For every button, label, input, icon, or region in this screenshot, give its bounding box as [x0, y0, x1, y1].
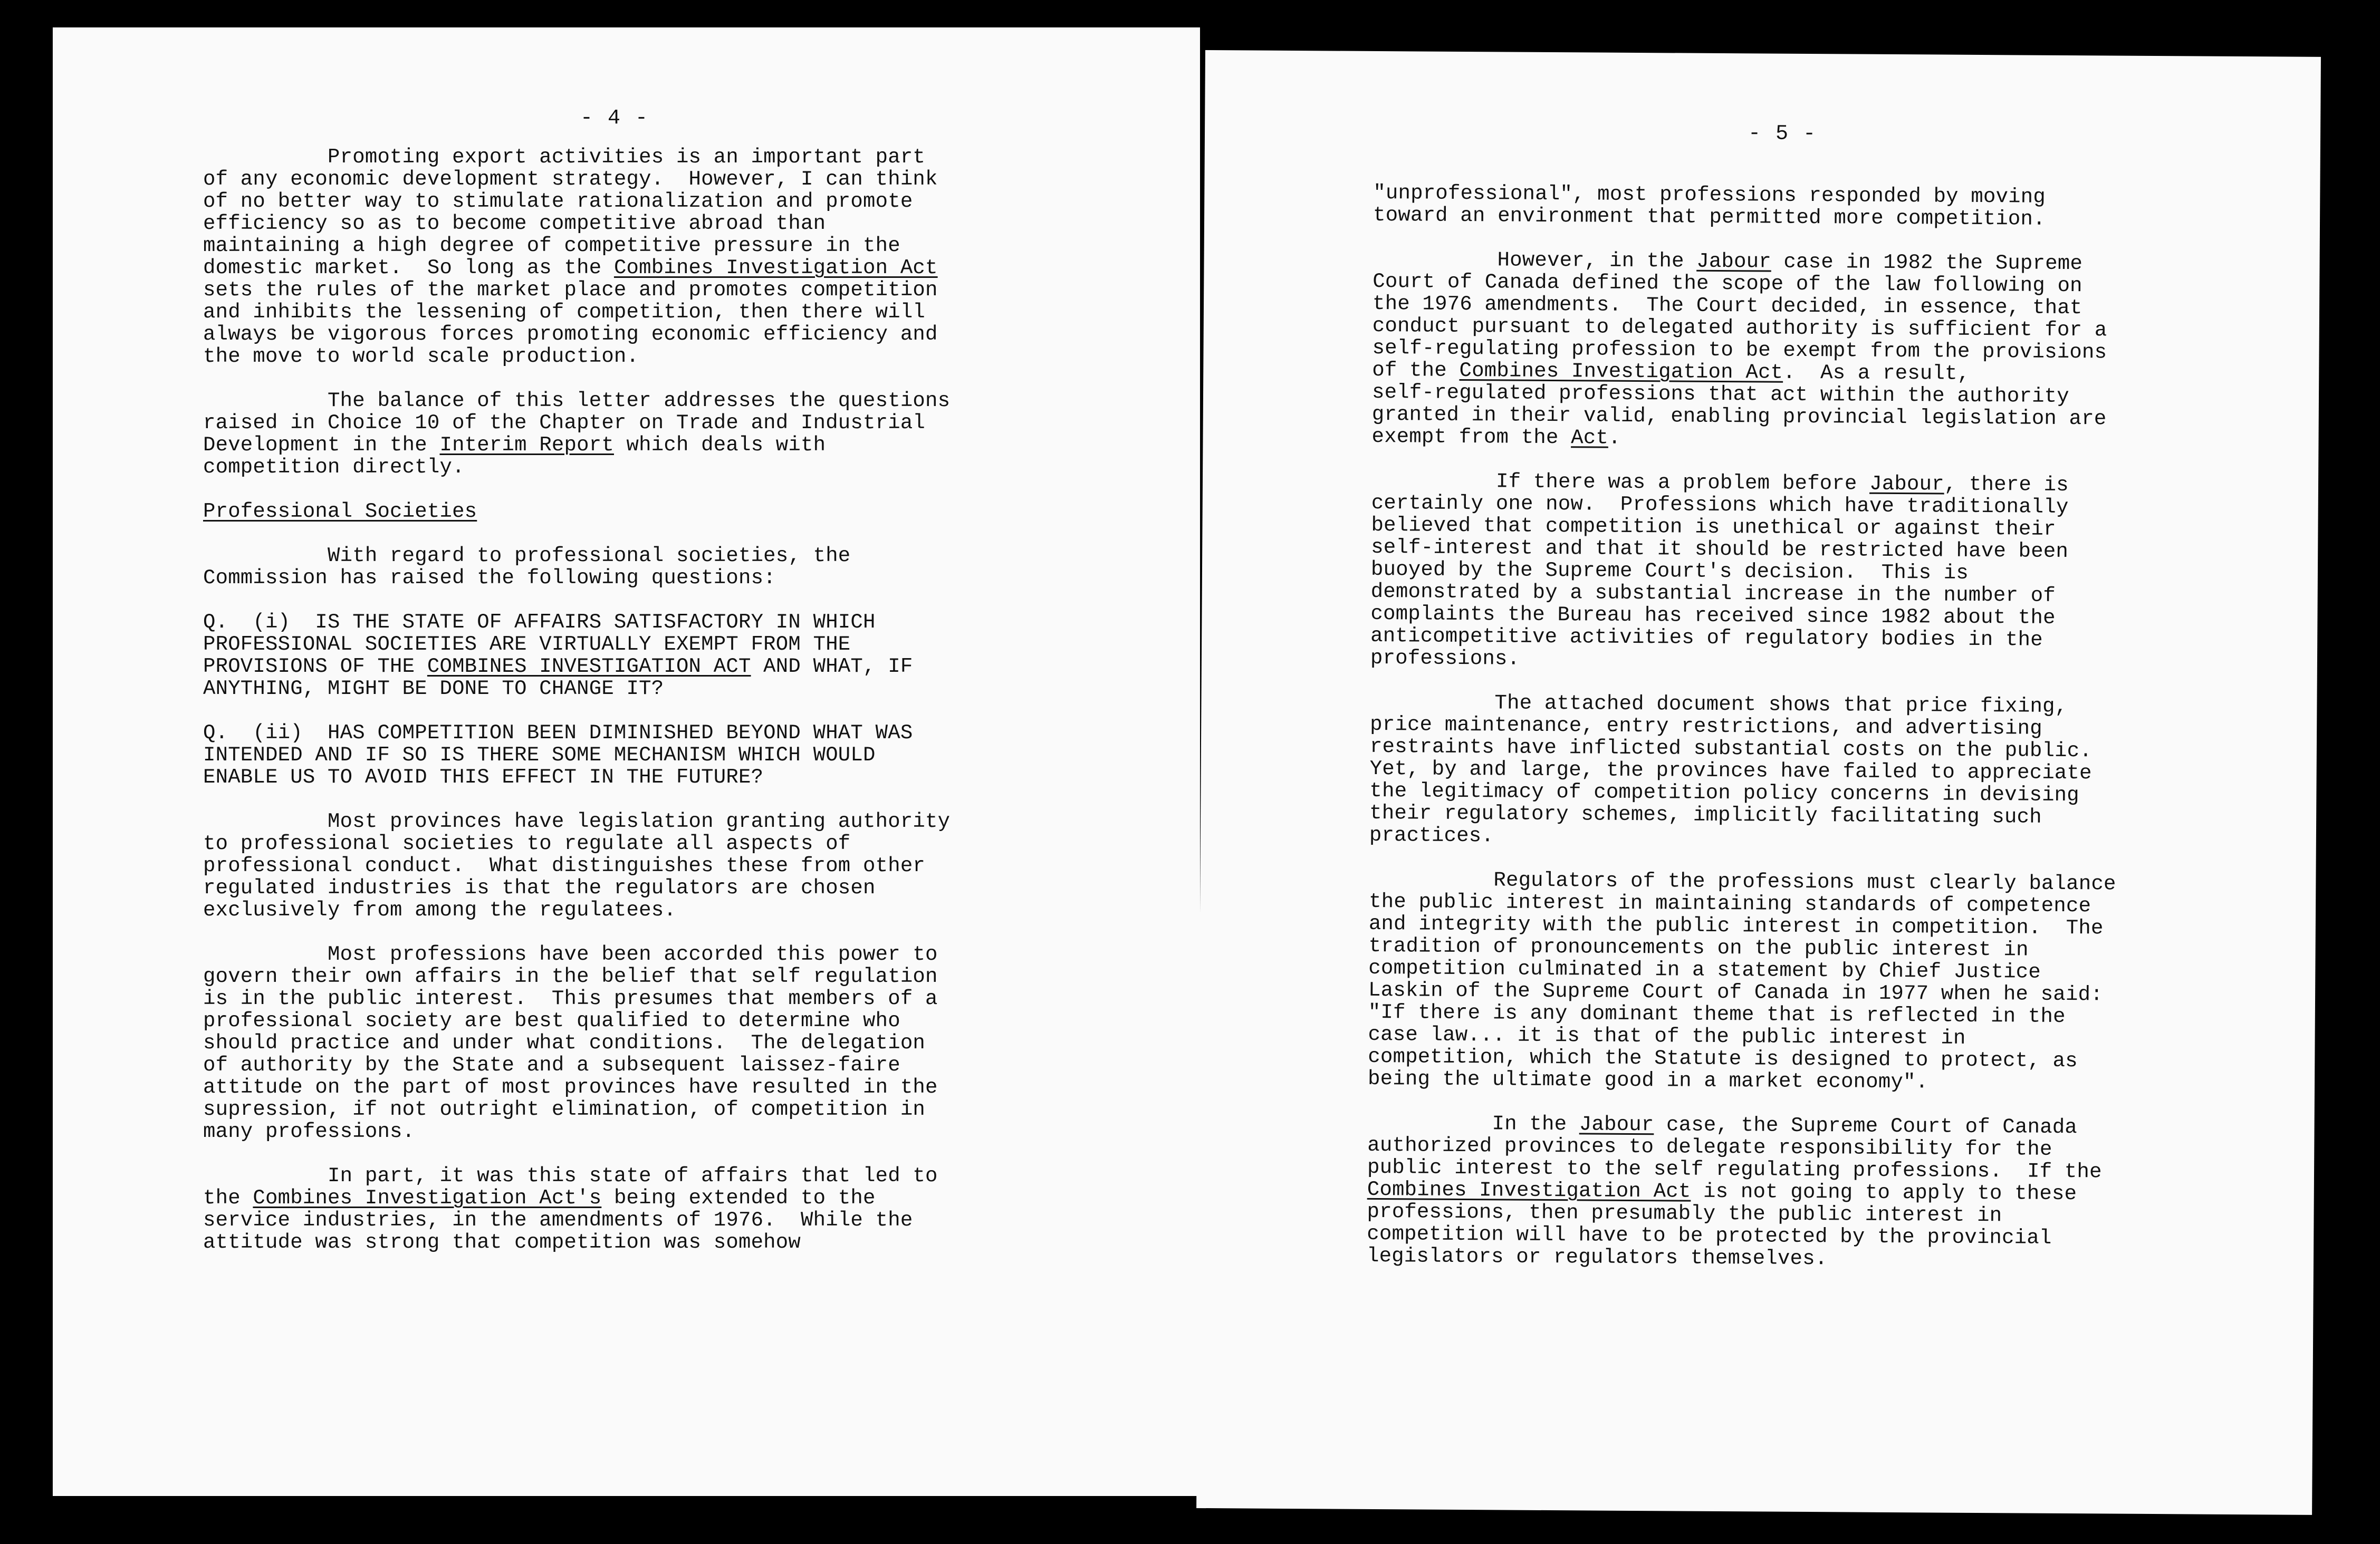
text-line: INTENDED AND IF SO IS THERE SOME MECHANISM WHICH WOULD: [203, 744, 876, 767]
paragraph: [203, 943, 950, 1143]
text-line: service industries, in the amendments of 1976. While the: [203, 1209, 913, 1232]
text-line: The balance of this letter addresses the questions: [203, 389, 951, 412]
text-line: should practice and under what conditions. The delegation: [203, 1031, 926, 1055]
text-line: attitude was strong that competition was somehow: [203, 1231, 801, 1254]
text-line: domestic market. So long as the Combines Investigation Act: [203, 256, 938, 279]
underlined-text: COMBINES INVESTIGATION ACT: [427, 655, 751, 678]
text-line: anticompetitive activities of regulatory bodies in the: [1370, 624, 2043, 652]
page-4: [53, 27, 1200, 1496]
text-line: price maintenance, entry restrictions, and advertising: [1370, 712, 2042, 740]
text-line: certainly one now. Professions which have traditionally: [1371, 491, 2069, 519]
text-line: complaints the Bureau has received since 1982 about the: [1370, 602, 2056, 630]
text-line: to professional societies to regulate all aspects of: [203, 832, 851, 855]
text-line: With regard to professional societies, the: [203, 544, 851, 567]
page-number: - 4 -: [580, 107, 649, 130]
underlined-text: Jabour: [1869, 472, 1944, 496]
text-line: is in the public interest. This presumes that members of a: [203, 987, 938, 1010]
text-line: sets the rules of the market place and promotes competition: [203, 278, 938, 302]
text-line: case law... it is that of the public interest in: [1368, 1022, 1966, 1050]
paragraph: [1369, 691, 2117, 851]
page-text: [1367, 182, 2120, 1294]
underlined-text: Jabour: [1579, 1113, 1654, 1137]
text-line: In part, it was this state of affairs that led to: [203, 1164, 938, 1188]
underlined-text: Interim Report: [439, 433, 614, 457]
text-line: granted in their valid, enabling provincial legislation are: [1371, 402, 2107, 431]
text-line: supression, if not outright elimination, of competition in: [203, 1098, 926, 1121]
paragraph: [203, 1165, 950, 1253]
text-line: [203, 500, 950, 523]
text-line: buoyed by the Supreme Court's decision. This is: [1370, 557, 1969, 585]
text-line: Court of Canada defined the scope of the law following on: [1373, 269, 2082, 298]
paragraph: [1371, 248, 2120, 452]
text-line: attitude on the part of most provinces have resulted in the: [203, 1076, 938, 1099]
text-line: of any economic development strategy. However, I can think: [203, 168, 938, 191]
underlined-text: Combines Investigation Act: [613, 256, 938, 279]
text-line: professions.: [1370, 646, 1520, 671]
text-line: the Combines Investigation Act's being extended to the: [203, 1186, 876, 1210]
text-line: Regulators of the professions must clearly balance: [1369, 867, 2116, 896]
text-line: authorized provinces to delegate responsibility for the: [1367, 1133, 2052, 1161]
text-line: of the Combines Investigation Act. As a result,: [1372, 358, 1970, 385]
text-line: raised in Choice 10 of the Chapter on Trade and Industrial: [203, 411, 926, 435]
text-line: the 1976 amendments. The Court decided, in essence, that: [1372, 292, 2082, 320]
text-line: The attached document shows that price fixing,: [1370, 690, 2068, 719]
underlined-text: Act: [1571, 426, 1609, 450]
text-line: believed that competition is unethical or against their: [1371, 513, 2056, 541]
page-number: - 5 -: [1748, 122, 1817, 147]
text-line: many professions.: [203, 1120, 415, 1143]
text-line: self-regulating profession to be exempt from the provisions: [1372, 336, 2107, 364]
text-line: However, in the Jabour case in 1982 the Supreme: [1373, 247, 2083, 276]
text-line: exclusively from among the regulatees.: [203, 899, 676, 922]
text-line: Combines Investigation Act is not going to apply to these: [1367, 1178, 2077, 1206]
text-line: Q. (ii) HAS COMPETITION BEEN DIMINISHED BEYOND WHAT WAS: [203, 721, 913, 745]
text-line: exempt from the Act.: [1371, 424, 1621, 450]
text-line: demonstrated by a substantial increase in the number of: [1370, 580, 2056, 607]
text-line: restraints have inflicted substantial costs on the public.: [1369, 735, 2093, 763]
text-line: their regulatory schemes, implicitly facilitating such: [1369, 801, 2042, 829]
text-line: PROFESSIONAL SOCIETIES ARE VIRTUALLY EXEMPT FROM THE: [203, 633, 851, 656]
text-line: self-regulated professions that act within the authority: [1371, 380, 2069, 409]
text-line: the legitimacy of competition policy concerns in devising: [1369, 779, 2079, 807]
text-line: professional conduct. What distinguishes these from other: [203, 854, 926, 877]
text-line: efficiency so as to become competitive abroad than: [203, 212, 826, 235]
page-text: [203, 146, 950, 1276]
paragraph: [203, 810, 950, 921]
text-line: Yet, by and large, the provinces have failed to appreciate: [1369, 757, 2092, 785]
text-line: of no better way to stimulate rationalization and promote: [203, 190, 913, 213]
underlined-text: Combines Investigation Act's: [253, 1186, 602, 1210]
text-line: In the Jabour case, the Supreme Court of Canada: [1367, 1111, 2078, 1140]
underlined-text: Combines Investigation Act: [1459, 359, 1783, 384]
paragraph: [1368, 868, 2116, 1095]
text-line: of authority by the State and a subsequent laissez-faire: [203, 1054, 900, 1077]
paragraph: [203, 611, 950, 700]
text-line: competition directly.: [203, 456, 465, 479]
text-line: professions, then presumably the public interest in: [1367, 1200, 2002, 1228]
paragraph: [203, 722, 950, 788]
text-line: If there was a problem before Jabour, there is: [1371, 469, 2069, 497]
text-line: professional society are best qualified to determine who: [203, 1009, 900, 1032]
text-line: toward an environment that permitted more competition.: [1373, 203, 2046, 231]
text-line: the public interest in maintaining standards of competence: [1369, 890, 2091, 918]
text-line: conduct pursuant to delegated authority is sufficient for a: [1372, 314, 2107, 342]
paragraph: [1370, 470, 2119, 674]
page-5: [1196, 50, 2321, 1515]
text-line: and inhibits the lessening of competition, then there will: [203, 301, 926, 324]
paragraph: [1367, 1112, 2115, 1272]
paragraph: [203, 390, 950, 478]
paragraph: [203, 545, 950, 589]
text-line: always be vigorous forces promoting economic efficiency and: [203, 323, 938, 346]
text-line: govern their own affairs in the belief that self regulation: [203, 965, 938, 988]
text-line: maintaining a high degree of competitive pressure in the: [203, 234, 900, 257]
text-line: Laskin of the Supreme Court of Canada in 1977 when he said:: [1368, 978, 2103, 1007]
underlined-text: Combines Investigation Act: [1367, 1178, 1691, 1203]
paragraph: [1373, 182, 2120, 231]
text-line: public interest to the self regulating professions. If the: [1367, 1155, 2102, 1184]
text-line: "If there is any dominant theme that is reflected in the: [1368, 1000, 2066, 1028]
text-line: Development in the Interim Report which deals with: [203, 433, 826, 457]
paragraph: [203, 146, 950, 368]
underlined-text: Jabour: [1696, 249, 1772, 274]
paragraph: [203, 500, 950, 523]
text-line: Promoting export activities is an important part: [203, 146, 926, 169]
text-line: and integrity with the public interest in competition. The: [1368, 912, 2104, 940]
text-line: PROVISIONS OF THE COMBINES INVESTIGATION ACT AND WHAT, IF: [203, 655, 913, 678]
text-line: practices.: [1369, 823, 1494, 848]
text-line: Commission has raised the following questions:: [203, 566, 776, 590]
text-line: Most provinces have legislation granting authority: [203, 810, 951, 833]
text-line: competition culminated in a statement by Chief Justice: [1368, 956, 2041, 984]
text-line: the move to world scale production.: [203, 345, 639, 368]
text-line: ENABLE US TO AVOID THIS EFFECT IN THE FUTURE?: [203, 766, 764, 789]
text-line: self-interest and that it should be restricted have been: [1371, 535, 2069, 564]
underlined-text: Professional Societies: [203, 500, 477, 523]
text-line: Most professions have been accorded this power to: [203, 943, 938, 966]
text-line: competition will have to be protected by the provincial: [1367, 1222, 2052, 1250]
text-line: ANYTHING, MIGHT BE DONE TO CHANGE IT?: [203, 677, 664, 700]
text-line: being the ultimate good in a market economy".: [1367, 1067, 1928, 1094]
text-line: tradition of pronouncements on the public interest in: [1368, 934, 2029, 962]
text-line: competition, which the Statute is designed to protect, as: [1368, 1045, 2078, 1073]
text-line: regulated industries is that the regulators are chosen: [203, 876, 876, 900]
text-line: legislators or regulators themselves.: [1366, 1244, 1828, 1271]
text-line: Q. (i) IS THE STATE OF AFFAIRS SATISFACTORY IN WHICH: [203, 611, 876, 634]
text-line: "unprofessional", most professions responded by moving: [1373, 181, 2046, 209]
